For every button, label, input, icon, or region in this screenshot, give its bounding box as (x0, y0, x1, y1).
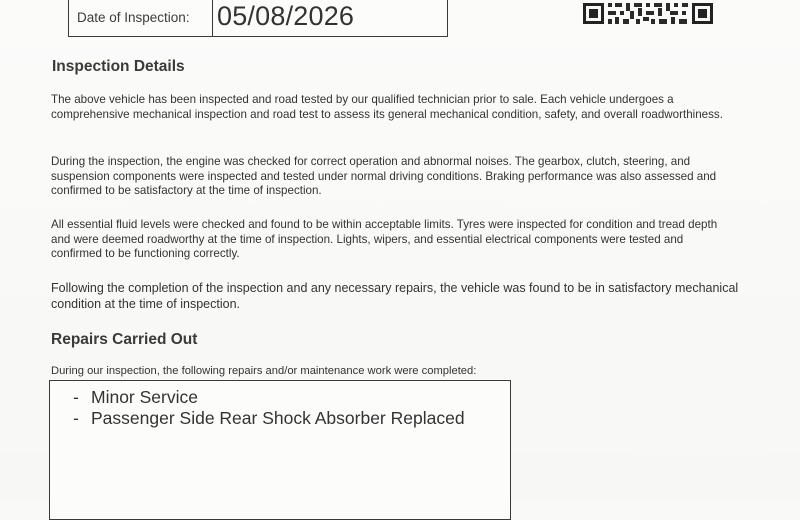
inspection-date-table (68, 0, 448, 37)
repairs-carried-out-heading: Repairs Carried Out (51, 331, 198, 348)
repair-list-item (73, 408, 465, 429)
inspection-paragraph-3: All essential fluid levels were checked and found to be within acceptable limits. Tyres were inspected for condition and tread depth and were deemed roadworthy at the time of inspection. Lights, wipers, and essential electrical components were tested and confirmed to be functioning correctly. (51, 218, 718, 261)
repairs-intro-text: During our inspection, the following repairs and/or maintenance work were completed: (51, 365, 477, 377)
bullet-dash: - (73, 408, 79, 428)
inspection-paragraph-4: Following the completion of the inspection and any necessary repairs, the vehicle was found to be in satisfactory mechanical condition at the time of inspection. (51, 281, 739, 311)
inspection-paragraph-2: During the inspection, the engine was checked for correct operation and abnormal noises. The gearbox, clutch, steering, and suspension components were inspected and tested under normal driving conditions. Braking performance was also assessed and confirmed to be satisfactory at the time of inspection. (51, 155, 717, 198)
repair-list-item (73, 387, 198, 408)
inspection-paragraph-1: The above vehicle has been inspected and road tested by our qualified technician prior to sale. Each vehicle undergoes a comprehensive mechanical inspection and road test to assess its general mechanical condition, safety, and overall roadworthiness. (51, 93, 723, 121)
date-of-inspection-label: Date of Inspection: (69, 0, 213, 36)
repairs-list-box (49, 380, 511, 520)
inspection-details-heading: Inspection Details (52, 58, 185, 75)
bullet-dash: - (73, 387, 79, 407)
repair-item-text: Minor Service (91, 387, 198, 407)
qr-code-icon (583, 0, 713, 28)
repair-item-text: Passenger Side Rear Shock Absorber Replaced (91, 408, 465, 428)
date-of-inspection-value: 05/08/2026 (217, 1, 355, 31)
